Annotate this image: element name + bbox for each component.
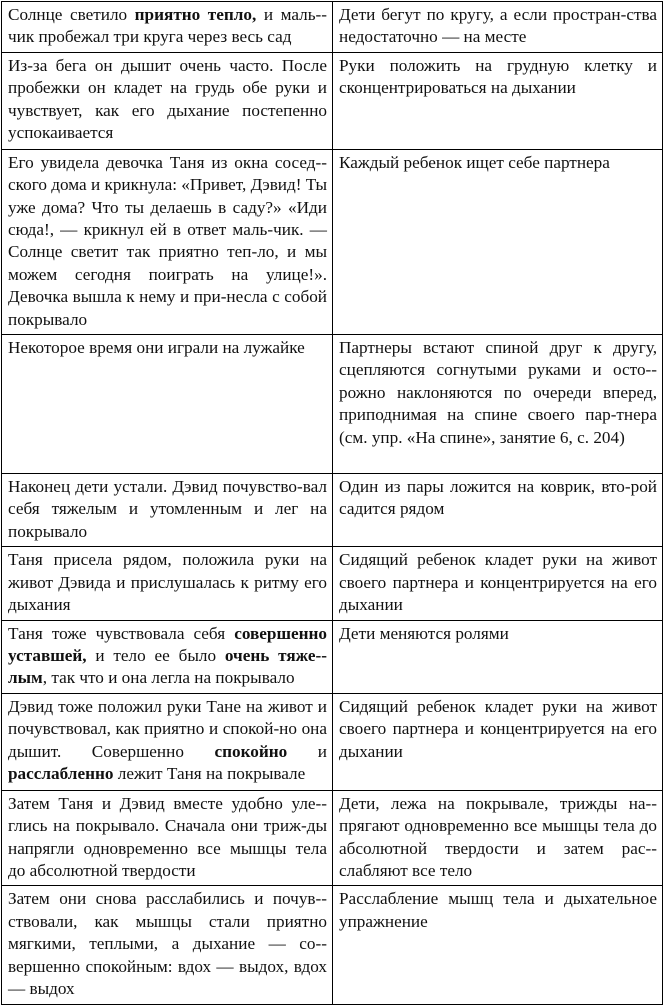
text-run: , так что и она легла на покрывало: [42, 668, 295, 688]
text-run: лежит Таня на покрывале: [113, 763, 306, 783]
story-cell: [2, 620, 333, 693]
table-row: [2, 2, 663, 53]
bold-text-run: совершенно уставшей,: [8, 623, 327, 665]
story-cell: [2, 335, 333, 474]
exercise-cell: Дети бегут по кругу, а если простран-ства недостаточно — на месте: [333, 2, 663, 53]
table-row: [2, 335, 663, 474]
table-row: [2, 52, 663, 149]
bold-text-run: приятно тепло,: [134, 5, 257, 24]
exercise-cell: Дети, лежа на покрывале, трижды на-прягают одновременно все мышцы тела до абсолютной твердости и затем рас-слабляют все тело: [333, 790, 663, 886]
table-row: [2, 149, 663, 334]
text-run: и маль-чик пробежал три круга через весь сад: [8, 5, 327, 47]
exercise-cell: Расслабление мышц тела и дыхательное упражнение: [333, 886, 663, 1005]
story-cell: [2, 693, 333, 790]
text-run: и: [287, 741, 328, 761]
story-cell: [2, 474, 333, 547]
story-cell: [2, 547, 333, 620]
exercise-cell: Дети меняются ролями: [333, 620, 663, 693]
exercise-cell: Один из пары ложится на коврик, вто-рой садится рядом: [333, 474, 663, 547]
story-exercise-table: [1, 1, 663, 1005]
exercise-cell: Сидящий ребенок кладет руки на живот своего партнера и концентрируется на его дыхании: [333, 693, 663, 790]
exercise-cell: Каждый ребенок ищет себе партнера: [333, 149, 663, 334]
story-cell: [2, 52, 333, 149]
story-cell: [2, 149, 333, 334]
text-run: и тело ее было: [86, 645, 225, 665]
exercise-cell: Руки положить на грудную клетку и сконцентрироваться на дыхании: [333, 52, 663, 149]
text-run: Из-за бега он дышит очень часто. После пробежки он кладет на грудь обе руки и чувствует, как его дыхание постепенно успокаивается: [8, 55, 327, 143]
text-run: Дэвид тоже положил руки Тане на живот и почувствовал, как приятно и спокой-но она дышит. Совершенно: [8, 696, 327, 761]
table-row: [2, 790, 663, 886]
table-row: [2, 693, 663, 790]
text-run: Некоторое время они играли на лужайке: [8, 338, 305, 358]
table-row: [2, 886, 663, 1005]
table-row: [2, 547, 663, 620]
text-run: Наконец дети устали. Дэвид почувство-вал себя тяжелым и утомленным и лег на покрывало: [8, 477, 327, 541]
text-run: Таня присела рядом, положила руки на живот Дэвида и прислушалась к ритму его дыхания: [8, 550, 327, 615]
table-row: [2, 474, 663, 547]
text-run: Затем они снова расслабились и почув-ствовали, как мышцы стали приятно мягкими, теплыми, а дыхание — со-вершенно спокойным: вдох — выдох, вдох — выдох: [8, 889, 327, 998]
bold-text-run: очень тяже-лым: [8, 645, 327, 688]
story-cell: [2, 790, 333, 886]
text-run: Затем Таня и Дэвид вместе удобно уле-глись на покрывало. Сначала они триж-ды напрягли одновременно все мышцы тела до абсолютной твердости: [8, 793, 327, 880]
text-run: Таня тоже чувствовала себя: [8, 623, 235, 643]
text-run: Солнце светило: [8, 5, 135, 24]
table-row: [2, 620, 663, 693]
text-run: Его увидела девочка Таня из окна сосед-ского дома и крикнула: «Привет, Дэвид! Ты уже дома? Что ты делаешь в саду?» «Иди сюда!, — крикнул ей в ответ маль-чик. — Солнце светит так приятно теп-ло, и мы можем сегодня поиграть на улице!». Девочка вышла к нему и при-несла с собой покрывало: [8, 152, 327, 329]
exercise-cell: Сидящий ребенок кладет руки на живот своего партнера и концентрируется на его дыхании: [333, 547, 663, 620]
bold-text-run: расслабленно: [8, 763, 114, 783]
story-cell: [2, 2, 333, 53]
bold-text-run: спокойно: [214, 741, 288, 761]
story-cell: [2, 886, 333, 1005]
exercise-cell: Партнеры встают спиной друг к другу, сцепляются согнутыми руками и осто-рожно наклоняются по очереди вперед, приподнимая на спине своего пар-тнера (см. упр. «На спине», занятие 6, с. 204): [333, 335, 663, 474]
